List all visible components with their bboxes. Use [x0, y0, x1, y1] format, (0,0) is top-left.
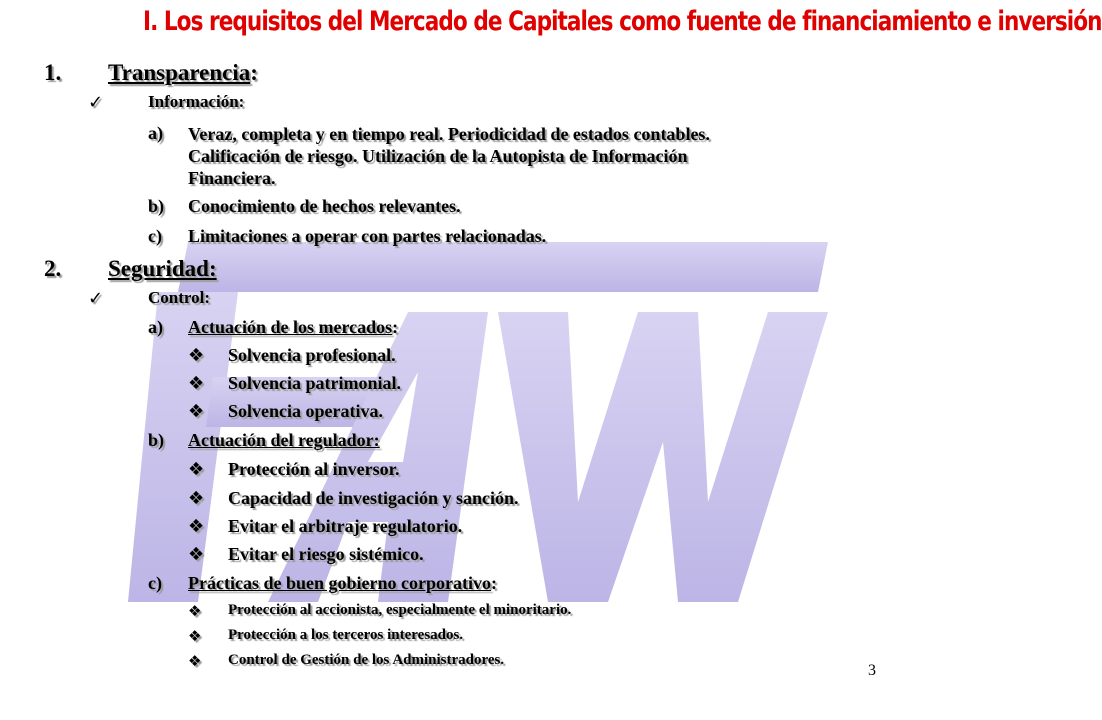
item-line: Veraz, completa y en tiempo real. Periodicidad de estados contables. — [188, 124, 710, 144]
group-heading: Actuación del regulador: — [188, 430, 380, 450]
diamond-bullet-icon: ❖ — [188, 652, 202, 670]
section-heading: Seguridad: — [108, 256, 217, 281]
item-line: Financiera. — [188, 168, 276, 188]
item-letter: a) — [148, 123, 163, 143]
diamond-bullet-icon: ❖ — [188, 488, 205, 509]
bullet-text: Evitar el riesgo sistémico. — [228, 544, 424, 564]
bullet-text: Evitar el arbitraje regulatorio. — [228, 516, 463, 536]
bullet-text: Capacidad de investigación y sanción. — [228, 488, 519, 508]
bullet-text: Solvencia patrimonial. — [228, 373, 402, 393]
page-number: 3 — [868, 662, 876, 679]
bullet-text: Solvencia profesional. — [228, 345, 396, 365]
item-line: Calificación de riesgo. Utilización de la Autopista de Información — [188, 146, 688, 166]
group-heading-text: Actuación de los mercados — [188, 317, 393, 337]
diamond-bullet-icon: ❖ — [188, 602, 202, 620]
group-letter: b) — [148, 430, 165, 450]
item-letter: b) — [148, 196, 165, 216]
slide-title: I. Los requisitos del Mercado de Capitales como fuente de financiamiento e inversión — [143, 6, 1102, 37]
item-text: Limitaciones a operar con partes relacionadas. — [188, 226, 547, 246]
diamond-bullet-icon: ❖ — [188, 516, 205, 537]
diamond-bullet-icon: ❖ — [188, 401, 205, 422]
item-text — [188, 123, 710, 189]
section-number: 2. — [44, 256, 62, 281]
bullet-text: Solvencia operativa. — [228, 401, 383, 421]
item-text: Conocimiento de hechos relevantes. — [188, 196, 461, 216]
bullet-text: Protección al accionista, especialmente el minoritario. — [228, 602, 572, 618]
group-heading — [188, 317, 398, 338]
bullet-text: Control de Gestión de los Administradores. — [228, 652, 505, 668]
sub-heading: Control: — [148, 288, 211, 307]
diamond-bullet-icon: ❖ — [188, 627, 202, 645]
diamond-bullet-icon: ❖ — [188, 373, 205, 394]
section-heading-text: Transparencia — [108, 60, 251, 85]
bullet-text: Protección al inversor. — [228, 459, 400, 479]
sub-heading: Información: — [148, 92, 245, 111]
section-heading — [108, 60, 258, 86]
group-letter: c) — [148, 573, 162, 593]
bullet-text: Protección a los terceros interesados. — [228, 627, 464, 643]
group-heading — [188, 573, 497, 594]
group-letter: a) — [148, 317, 163, 337]
diamond-bullet-icon: ❖ — [188, 544, 205, 565]
group-heading-colon: : — [490, 573, 497, 593]
check-icon: ✓ — [88, 288, 104, 309]
section-number: 1. — [44, 60, 62, 85]
group-heading-colon: : — [392, 317, 399, 337]
check-icon: ✓ — [88, 92, 104, 113]
watermark-logo — [118, 232, 838, 612]
section-heading-colon: : — [250, 60, 258, 85]
diamond-bullet-icon: ❖ — [188, 345, 205, 366]
diamond-bullet-icon: ❖ — [188, 459, 205, 480]
group-heading-text: Prácticas de buen gobierno corporativo — [188, 573, 491, 593]
item-letter: c) — [148, 226, 162, 246]
